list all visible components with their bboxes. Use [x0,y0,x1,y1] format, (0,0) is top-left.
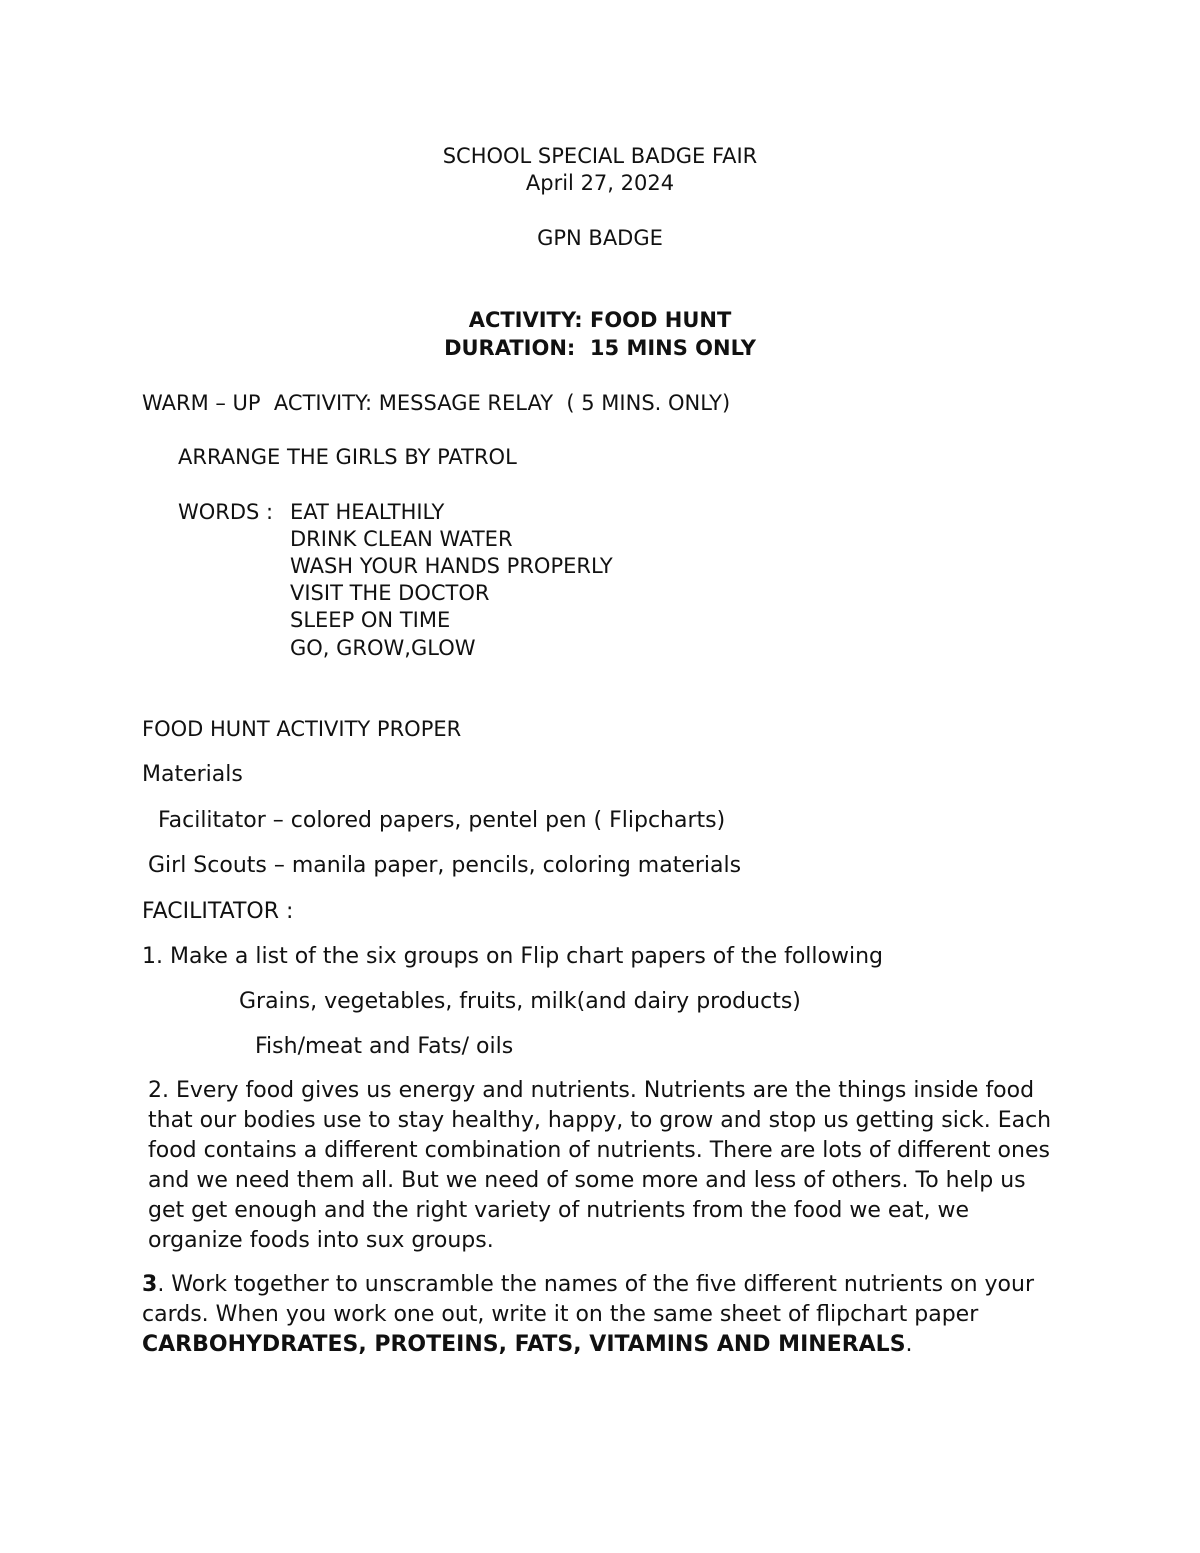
word-item: WASH YOUR HANDS PROPERLY [290,554,613,578]
step-1-groups-cont: Fish/meat and Fats/ oils [255,1034,514,1059]
word-item: EAT HEALTHILY [290,500,445,524]
step-2: 2. Every food gives us energy and nutrients. Nutrients are the things inside food that our bodies use to stay healthy, happy, to grow and stop us getting sick. Each food contains a different combination of nutrients. There are lots of different ones and we need them all. But we need of some more and less of others. To help us get get enough and the right variety of nutrients from the food we eat, we organize foods into sux groups. [148,1078,1052,1253]
facilitator-materials: Facilitator – colored papers, pentel pen ( Flipcharts) [158,808,726,833]
step-1: 1. Make a list of the six groups on Flip chart papers of the following [142,944,884,969]
words-label: WORDS : [178,500,280,524]
food-hunt-heading: FOOD HUNT ACTIVITY PROPER [142,717,462,741]
step-3-number: 3 [142,1272,158,1297]
step-1-groups: Grains, vegetables, fruits, milk(and dairy products) [239,989,801,1014]
word-item: VISIT THE DOCTOR [290,581,490,605]
badge-name: GPN BADGE [537,226,663,250]
arrange-instruction: ARRANGE THE GIRLS BY PATROL [178,445,517,469]
event-date: April 27, 2024 [525,171,675,195]
materials-label: Materials [142,762,243,787]
step-3 [142,1270,1062,1360]
word-item: DRINK CLEAN WATER [290,527,513,551]
facilitator-label: FACILITATOR : [142,899,294,924]
document-title: SCHOOL SPECIAL BADGE FAIR [442,144,758,168]
activity-duration: DURATION: 15 MINS ONLY [444,336,756,360]
word-item: GO, GROW,GLOW [290,636,476,660]
activity-title: ACTIVITY: FOOD HUNT [468,308,732,332]
step-3-end: . [905,1332,913,1357]
scouts-materials: Girl Scouts – manila paper, pencils, coloring materials [148,853,742,878]
step-3-text: . Work together to unscramble the names of the five different nutrients on your cards. When you work one out, write it on the same sheet of flipchart paper [142,1272,1034,1327]
word-item: SLEEP ON TIME [290,608,451,632]
warmup-heading: WARM – UP ACTIVITY: MESSAGE RELAY ( 5 MINS. ONLY) [142,391,731,415]
nutrients-list: CARBOHYDRATES, PROTEINS, FATS, VITAMINS AND MINERALS [142,1332,906,1357]
